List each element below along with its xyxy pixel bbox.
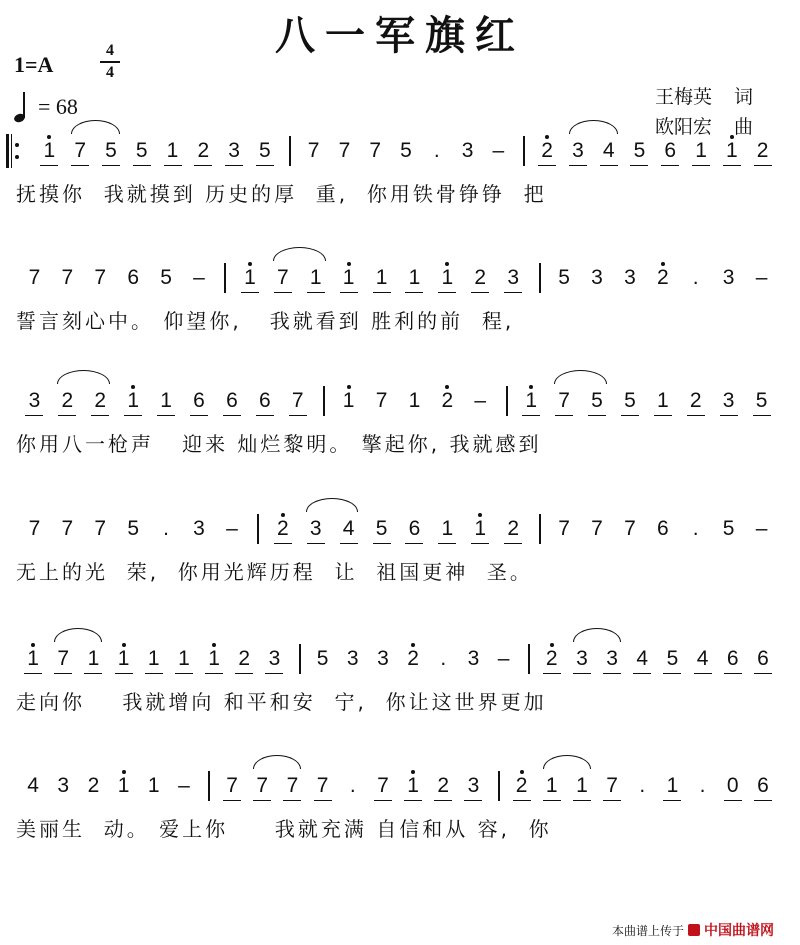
- slur-mark: [57, 370, 110, 384]
- barline: [208, 771, 210, 801]
- note-digit: 4: [599, 140, 619, 162]
- note-digit: 0: [723, 775, 743, 797]
- slur-mark: [273, 247, 326, 261]
- note-digit: 1: [339, 267, 359, 289]
- lyrics-line: 美丽生 动。 爱上你 我就充满 自信和从 容, 你: [16, 817, 552, 841]
- note-digit: 3: [503, 267, 523, 289]
- note-digit: 1: [572, 775, 592, 797]
- note-digit: 1: [174, 648, 194, 670]
- note-digit: 7: [70, 140, 90, 162]
- note-digit: 3: [224, 140, 244, 162]
- note-digit: 1: [653, 390, 673, 412]
- note-digit: 2: [234, 648, 254, 670]
- note-digit: 7: [61, 517, 74, 540]
- note-digit: 1: [408, 389, 421, 412]
- note-digit: 3: [463, 775, 483, 797]
- site-logo-icon: [688, 924, 700, 936]
- note-digit: 7: [313, 775, 333, 797]
- time-signature: [98, 42, 122, 82]
- lyrics-line: 誓言刻心中。 仰望你, 我就看到 胜利的前 程,: [16, 309, 515, 333]
- lyrics-line: 走向你 我就增向 和平和安 宁, 你让这世界更加: [16, 690, 547, 714]
- note-digit: 1: [147, 774, 160, 797]
- note-digit: –: [178, 774, 190, 797]
- barline: [289, 136, 291, 166]
- note-digit: 7: [61, 266, 74, 289]
- score-system: [0, 231, 800, 361]
- note-digit: .: [639, 774, 646, 797]
- note-digit: 1: [521, 390, 541, 412]
- note-digit: 3: [461, 139, 474, 162]
- note-digit: 1: [437, 267, 457, 289]
- note-digit: 7: [558, 517, 570, 540]
- slur-mark: [573, 628, 621, 642]
- note-digit: –: [755, 517, 768, 540]
- note-digit: 6: [656, 517, 669, 540]
- barline: [257, 514, 259, 544]
- lyrics-line: 抚摸你 我就摸到 历史的厚 重, 你用铁骨铮铮 把: [16, 182, 547, 206]
- note-digit: 5: [101, 140, 121, 162]
- lyrics-line: 你用八一枪声 迎来 灿烂黎明。 擎起你, 我就感到: [16, 432, 542, 456]
- note-digit: 1: [39, 140, 59, 162]
- note-digit: 4: [27, 774, 39, 797]
- note-digit: –: [492, 139, 505, 162]
- note-digit: 7: [28, 517, 41, 540]
- note-digit: 3: [719, 390, 739, 412]
- note-digit: 5: [662, 648, 682, 670]
- note-digit: 1: [83, 648, 103, 670]
- note-digit: 1: [144, 648, 164, 670]
- note-digit: .: [440, 647, 447, 670]
- composer-role: 曲: [734, 116, 754, 138]
- note-digit: 1: [240, 267, 260, 289]
- note-digit: 6: [255, 390, 275, 412]
- note-digit: 5: [160, 266, 172, 289]
- barline: [523, 136, 525, 166]
- note-digit: 2: [193, 140, 213, 162]
- note-digit: 1: [404, 267, 424, 289]
- note-digit: 7: [94, 266, 107, 289]
- note-digit: –: [755, 266, 768, 289]
- note-digit: 3: [568, 140, 588, 162]
- note-digit: 2: [470, 267, 490, 289]
- barline: [528, 644, 530, 674]
- note-digit: 6: [753, 648, 773, 670]
- note-digit: 7: [288, 390, 308, 412]
- barline: [506, 386, 508, 416]
- composer-name: 欧阳宏: [655, 116, 713, 138]
- note-digit: 5: [132, 140, 152, 162]
- note-digit: 3: [722, 266, 735, 289]
- score-system: [0, 354, 800, 484]
- note-digit: 2: [537, 140, 557, 162]
- note-digit: 1: [437, 518, 457, 540]
- score-system: [0, 739, 800, 869]
- note-digit: 5: [255, 140, 275, 162]
- note-digit: 6: [660, 140, 680, 162]
- note-digit: 3: [24, 390, 44, 412]
- note-digit: 3: [57, 774, 70, 797]
- note-digit: 1: [662, 775, 682, 797]
- note-digit: .: [692, 517, 699, 540]
- note-digit: 7: [222, 775, 242, 797]
- barline: [224, 263, 226, 293]
- note-digit: –: [497, 647, 510, 670]
- key-signature: 1=A: [14, 52, 54, 77]
- note-digit: 2: [542, 648, 562, 670]
- note-digit: 3: [346, 647, 359, 670]
- note-digit: 7: [94, 517, 107, 540]
- note-digit: 2: [57, 390, 77, 412]
- note-digit: 1: [123, 390, 143, 412]
- note-digit: 2: [90, 390, 110, 412]
- note-digit: 7: [28, 266, 41, 289]
- note-digit: 7: [591, 517, 603, 540]
- score-system: [0, 482, 800, 612]
- note-digit: 7: [554, 390, 574, 412]
- footer-watermark: [612, 920, 774, 940]
- lyrics-line: 无上的光 荣, 你用光辉历程 让 祖国更神 圣。: [16, 560, 533, 584]
- note-digit: .: [349, 774, 356, 797]
- note-digit: 3: [306, 518, 326, 540]
- note-digit: 2: [653, 267, 673, 289]
- note-digit: 7: [369, 139, 382, 162]
- note-digit: 7: [273, 267, 293, 289]
- note-digit: 6: [404, 518, 424, 540]
- note-digit: 5: [620, 390, 640, 412]
- note-digit: 5: [558, 266, 570, 289]
- note-digit: 5: [400, 139, 412, 162]
- slur-mark: [554, 370, 607, 384]
- repeat-start-sign: [6, 134, 20, 168]
- note-digit: 3: [467, 647, 480, 670]
- note-digit: 6: [753, 775, 773, 797]
- time-signature-bottom: 4: [106, 64, 114, 81]
- note-digit: 2: [273, 518, 293, 540]
- note-digit: 6: [127, 266, 140, 289]
- note-digit: .: [433, 139, 440, 162]
- slur-mark: [54, 628, 102, 642]
- lyricist-role: 词: [734, 86, 754, 108]
- note-digit: 1: [470, 518, 490, 540]
- note-digit: 5: [316, 647, 329, 670]
- note-digit: 3: [264, 648, 284, 670]
- note-digit: –: [193, 266, 205, 289]
- score-system: [0, 104, 800, 234]
- note-digit: 1: [306, 267, 326, 289]
- slur-mark: [306, 498, 359, 512]
- note-digit: 5: [629, 140, 649, 162]
- note-digit: 1: [23, 648, 43, 670]
- note-digit: 1: [372, 267, 392, 289]
- barline: [539, 514, 541, 544]
- barline: [539, 263, 541, 293]
- note-digit: 2: [437, 390, 457, 412]
- note-digit: 1: [403, 775, 423, 797]
- slur-mark: [569, 120, 618, 134]
- note-digit: –: [474, 389, 487, 412]
- note-digit: .: [692, 266, 699, 289]
- note-digit: –: [226, 517, 238, 540]
- note-digit: 1: [691, 140, 711, 162]
- note-digit: 2: [753, 140, 773, 162]
- note-digit: 3: [591, 266, 603, 289]
- note-digit: 3: [602, 648, 622, 670]
- note-digit: .: [163, 517, 169, 540]
- note-digit: 4: [632, 648, 652, 670]
- time-signature-line: [100, 61, 120, 63]
- slur-mark: [71, 120, 120, 134]
- note-digit: 7: [53, 648, 73, 670]
- lyricist-name: 王梅英: [655, 86, 713, 108]
- footer-upload-text: 本曲谱上传于: [612, 923, 685, 938]
- note-digit: 7: [282, 775, 302, 797]
- note-digit: 7: [373, 775, 393, 797]
- time-signature-top: 4: [106, 42, 114, 59]
- note-digit: 2: [503, 518, 523, 540]
- note-digit: 1: [163, 140, 183, 162]
- note-digit: 7: [307, 139, 320, 162]
- note-digit: 1: [722, 140, 742, 162]
- note-digit: 6: [189, 390, 209, 412]
- note-digit: 1: [339, 390, 359, 412]
- slur-mark: [253, 755, 301, 769]
- note-digit: 7: [602, 775, 622, 797]
- note-digit: 1: [114, 775, 134, 797]
- note-digit: 7: [252, 775, 272, 797]
- tempo-value: = 68: [38, 94, 78, 119]
- note-digit: 3: [572, 648, 592, 670]
- note-digit: 1: [114, 648, 134, 670]
- note-digit: .: [699, 774, 706, 797]
- barline: [498, 771, 500, 801]
- slur-mark: [543, 755, 591, 769]
- note-digit: 5: [752, 390, 772, 412]
- footer-site-name: 中国曲谱网: [704, 923, 775, 939]
- barline: [323, 386, 325, 416]
- note-digit: 2: [512, 775, 532, 797]
- song-title: 八一军旗红: [275, 13, 525, 59]
- note-digit: 7: [338, 139, 351, 162]
- note-digit: 1: [156, 390, 176, 412]
- score-system: [0, 612, 800, 742]
- note-digit: 7: [624, 517, 636, 540]
- note-digit: 3: [377, 647, 389, 670]
- note-digit: 5: [372, 518, 392, 540]
- note-digit: 2: [686, 390, 706, 412]
- note-digit: 5: [587, 390, 607, 412]
- note-digit: 5: [722, 517, 735, 540]
- note-digit: 6: [222, 390, 242, 412]
- note-digit: 5: [127, 517, 140, 540]
- barline: [299, 644, 301, 674]
- note-digit: 6: [723, 648, 743, 670]
- note-digit: 2: [403, 648, 423, 670]
- note-digit: 2: [87, 774, 100, 797]
- note-digit: 4: [693, 648, 713, 670]
- note-digit: 3: [193, 517, 205, 540]
- note-digit: 2: [433, 775, 453, 797]
- note-digit: 7: [375, 389, 388, 412]
- note-digit: 3: [624, 266, 636, 289]
- note-digit: 4: [339, 518, 359, 540]
- note-digit: 1: [542, 775, 562, 797]
- note-digit: 1: [204, 648, 224, 670]
